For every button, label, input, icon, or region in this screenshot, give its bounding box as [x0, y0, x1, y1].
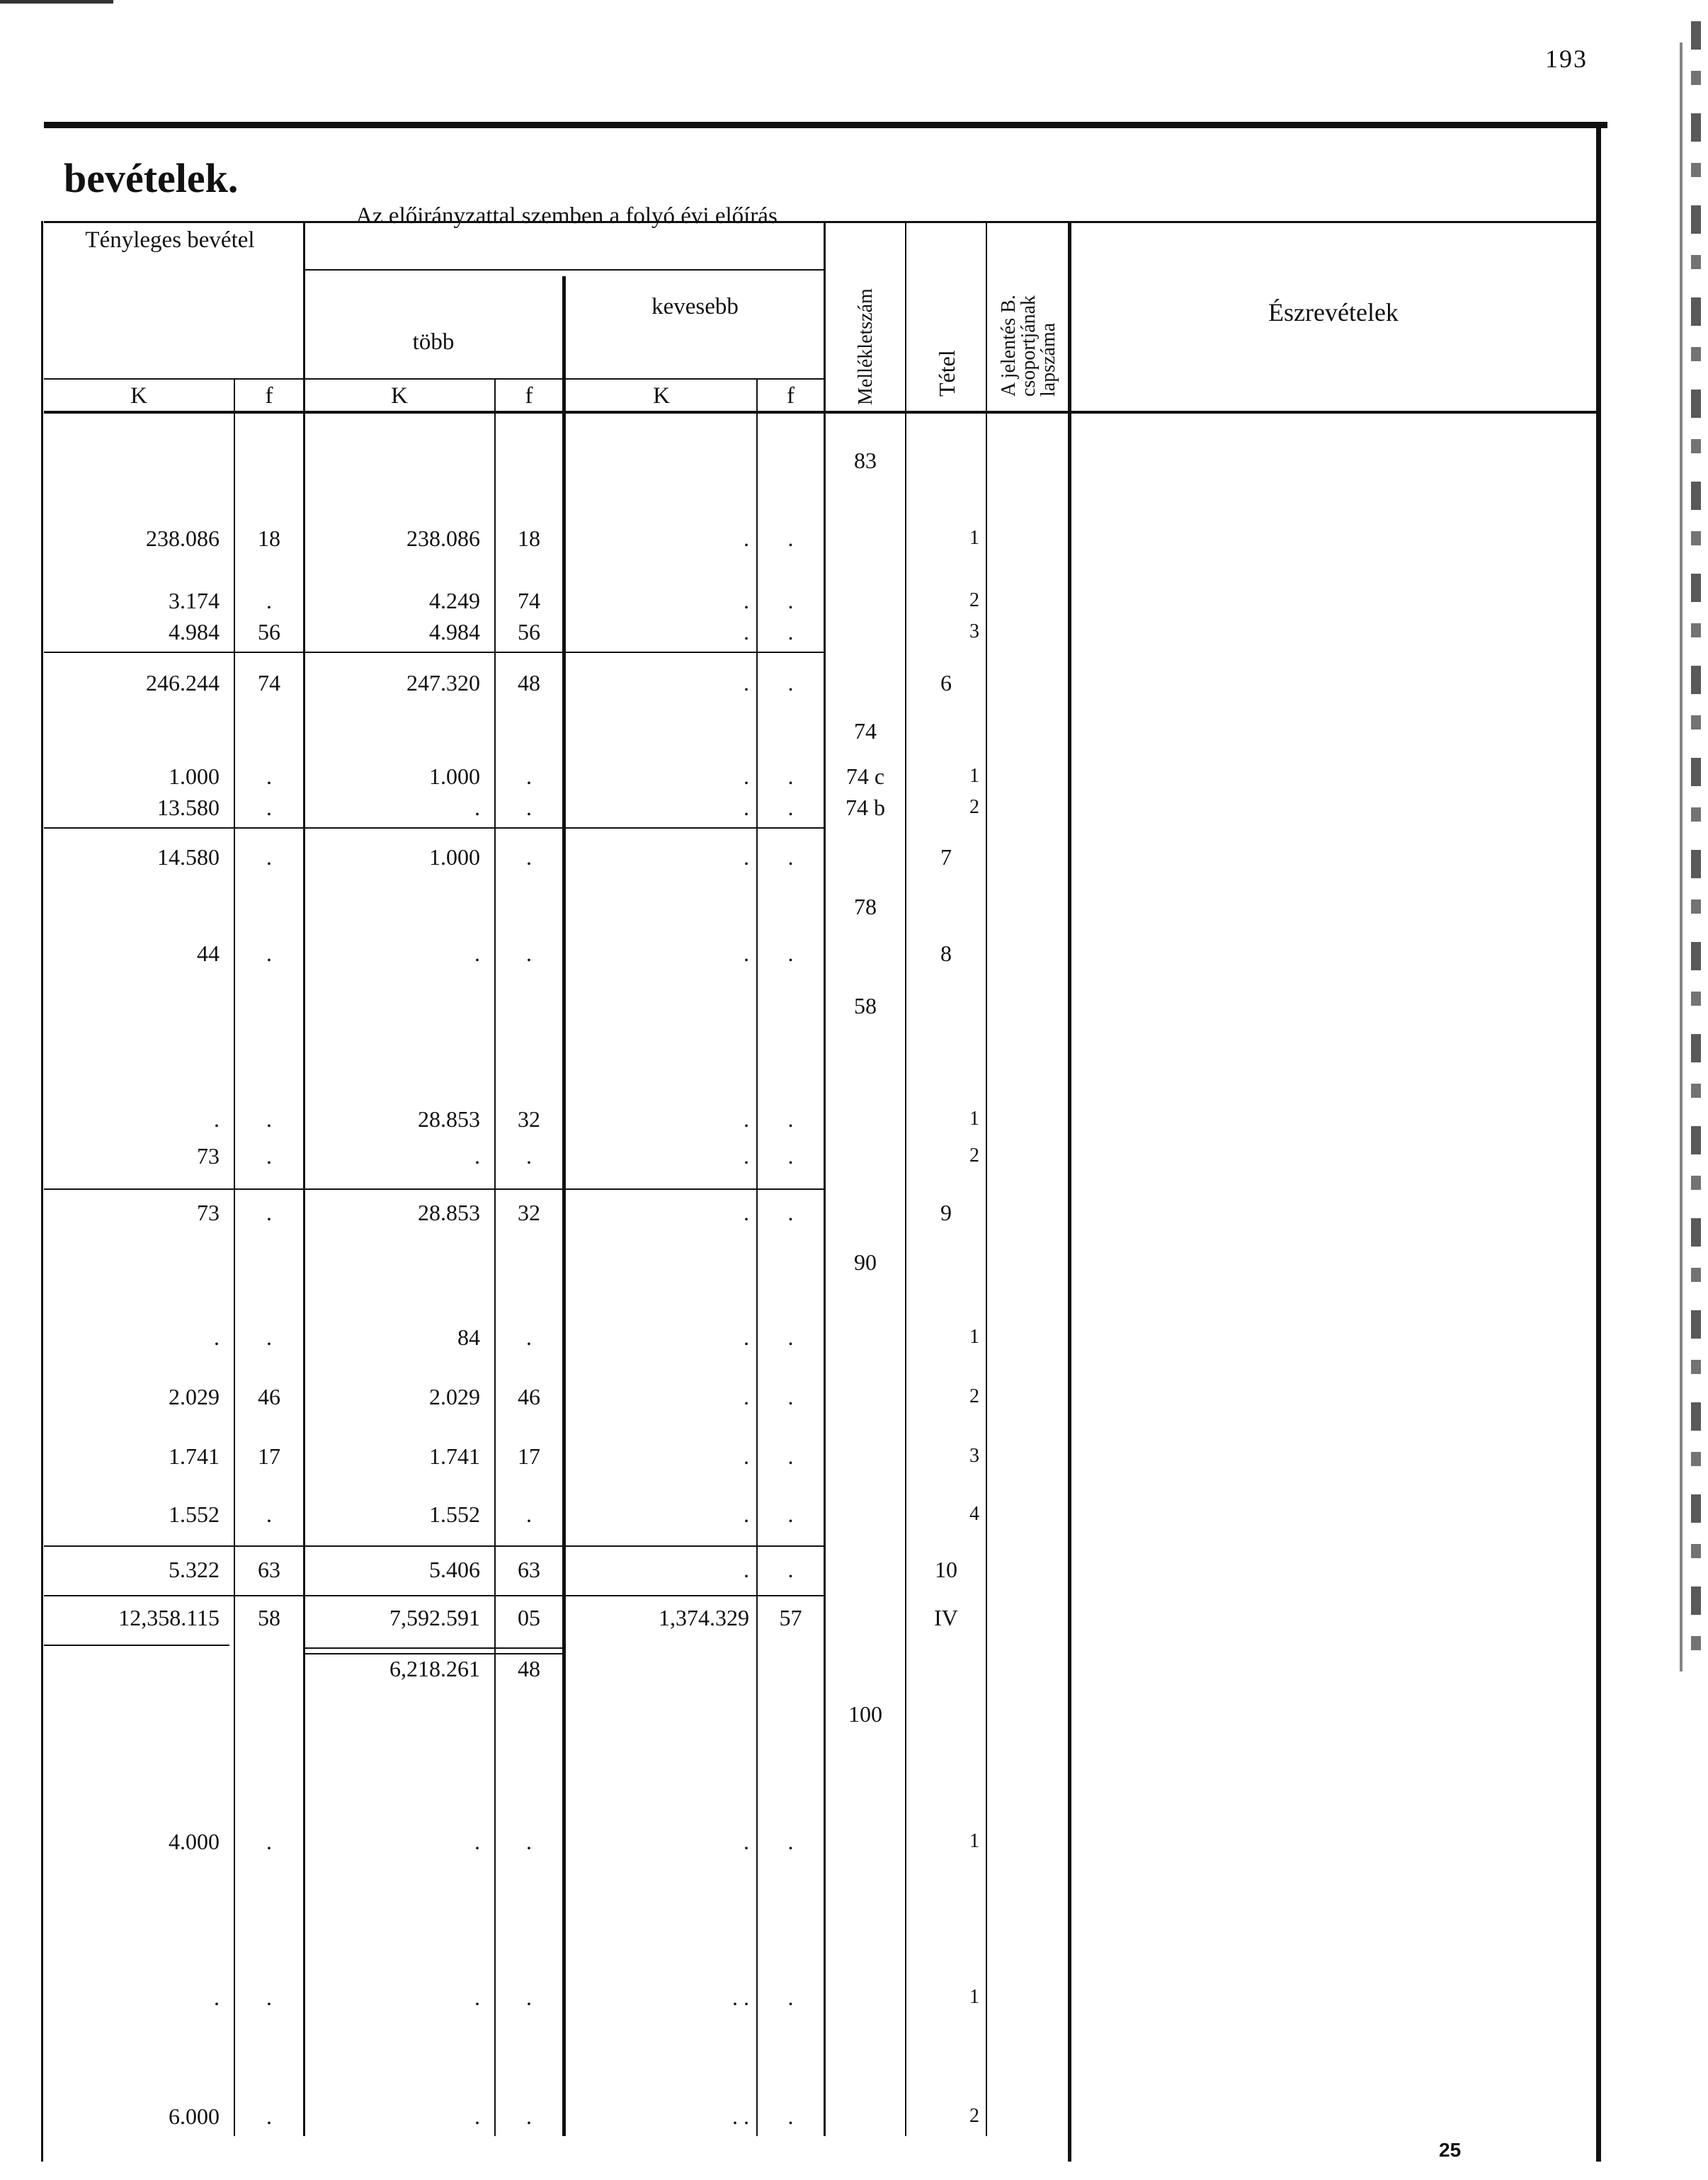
left-border [41, 221, 43, 2162]
cell-actual-f: . [266, 1143, 272, 1169]
hdr-more: több [412, 329, 455, 355]
cell-less-k: . [744, 1143, 749, 1169]
cell-less-f: . [787, 1106, 794, 1132]
cell-more-k: 6,218.261 [389, 1656, 480, 1681]
sep-less-mellek [824, 221, 826, 2136]
scan-mark-top [0, 0, 113, 4]
cell-more-f: 32 [518, 1106, 540, 1132]
hdr-notes: Észrevételek [1268, 298, 1399, 327]
hdr-more-f: f [525, 383, 533, 409]
cell-more-f: . [526, 2104, 532, 2129]
cell-tetel-sub: 1 [969, 1986, 979, 2008]
scan-edge-right-thin [1680, 42, 1683, 1671]
sep-more-less [562, 276, 566, 2136]
cell-more-k: . [474, 795, 480, 820]
cell-mellek: 83 [854, 448, 877, 473]
cell-less-f: . [787, 1143, 794, 1169]
hdr-actual-f: f [265, 383, 273, 409]
hdr-jelentes-1: A jelentés B. [998, 295, 1020, 397]
page-number: 193 [1545, 45, 1588, 73]
cell-actual-k: 14.580 [157, 844, 220, 870]
hdr-less: kevesebb [651, 294, 739, 319]
cell-less-k: . . [732, 2104, 749, 2129]
cell-more-f: . [526, 1324, 532, 1350]
cell-actual-f: . [266, 763, 272, 789]
cell-less-k: . . [732, 1985, 749, 2010]
cell-more-k: 28.853 [418, 1106, 480, 1132]
cell-actual-k: 12,358.115 [118, 1605, 220, 1630]
cell-tetel-sub: 1 [969, 1108, 979, 1130]
cell-mellek: 90 [854, 1249, 877, 1275]
cell-actual-k: 44 [197, 941, 220, 966]
cell-tetel-sub: 1 [969, 527, 979, 549]
cell-less-f: . [787, 1200, 794, 1225]
cell-more-k: . [474, 1143, 480, 1169]
cell-less-f: . [787, 1324, 794, 1350]
cell-more-k: 4.984 [429, 619, 480, 645]
cell-actual-k: 238.086 [146, 526, 220, 551]
cell-more-f: 56 [518, 619, 540, 645]
cell-less-f: . [787, 1557, 794, 1582]
cell-less-k: . [744, 1557, 749, 1582]
cell-less-k: . [744, 1384, 749, 1409]
hdr-less-k: K [653, 383, 670, 409]
cell-actual-f: 74 [258, 670, 280, 696]
cell-actual-f: . [266, 1200, 272, 1225]
cell-mellek: 74 b [846, 795, 885, 820]
rule-sum-7 [44, 827, 824, 829]
cell-less-k: . [744, 1829, 749, 1854]
cell-less-f: . [787, 1829, 794, 1854]
cell-less-f: . [787, 941, 794, 966]
cell-actual-k: 5.322 [169, 1557, 220, 1582]
cell-actual-f: . [266, 1829, 272, 1854]
hdr-compare: Az előirányzattal szemben a folyó évi előírás [355, 203, 778, 229]
cell-less-f: . [787, 619, 794, 645]
hdr-mellekletszam: Mellékletszám [855, 288, 877, 405]
cell-tetel: 7 [940, 844, 952, 870]
cell-less-f: . [787, 2104, 794, 2129]
cell-tetel-sub: 1 [969, 1326, 979, 1348]
cell-actual-f: 46 [258, 1384, 280, 1409]
cell-more-k: 4.249 [429, 588, 480, 613]
cell-more-k: 28.853 [418, 1200, 480, 1225]
cell-more-k: 84 [457, 1324, 480, 1350]
cell-actual-f: 56 [258, 619, 280, 645]
cell-less-f: . [787, 588, 794, 613]
cell-tetel-sub: 1 [969, 765, 979, 787]
hdr-actual-k: K [130, 383, 147, 409]
cell-mellek: 74 [854, 718, 877, 744]
cell-more-f: . [526, 1501, 532, 1527]
cell-more-f: 48 [518, 1656, 540, 1681]
cell-tetel: 10 [935, 1557, 957, 1582]
cell-actual-f: . [266, 844, 272, 870]
cell-less-f: . [787, 1443, 794, 1469]
cell-more-f: . [526, 1985, 532, 2010]
cell-actual-k: 246.244 [146, 670, 220, 696]
cell-more-f: 17 [518, 1443, 540, 1469]
cell-less-f: . [787, 526, 794, 551]
cell-actual-k: . [214, 1324, 220, 1350]
cell-more-f: . [526, 1143, 532, 1169]
cell-tetel-sub: 4 [969, 1503, 979, 1525]
cell-more-f: 63 [518, 1557, 540, 1582]
cell-more-k: 1.000 [429, 844, 480, 870]
hdr-less-f: f [787, 383, 795, 409]
cell-actual-k: 73 [197, 1200, 220, 1225]
cell-less-k: . [744, 941, 749, 966]
cell-actual-k: . [214, 1985, 220, 2010]
cell-tetel-sub: 2 [969, 2105, 979, 2127]
cell-actual-f: . [266, 2104, 272, 2129]
cell-actual-k: 3.174 [169, 588, 220, 613]
header-bottom-rule [44, 411, 1596, 414]
cell-less-k: . [744, 1501, 749, 1527]
cell-more-f: 18 [518, 526, 540, 551]
cell-tetel: 6 [940, 670, 952, 696]
cell-more-k: . [474, 1985, 480, 2010]
cell-actual-k: . [214, 1106, 220, 1132]
cell-tetel-sub: 2 [969, 796, 979, 818]
cell-actual-k: 13.580 [157, 795, 220, 820]
hdr-rule-compare [304, 269, 824, 271]
cell-mellek: 100 [848, 1701, 882, 1727]
cell-more-f: 32 [518, 1200, 540, 1225]
cell-tetel-sub: 2 [969, 1145, 979, 1166]
cell-less-k: . [744, 619, 749, 645]
hdr-more-k: K [391, 383, 408, 409]
scan-edge-right [1691, 21, 1701, 1671]
cell-more-f: . [526, 844, 532, 870]
cell-more-f: 46 [518, 1384, 540, 1409]
cell-actual-f: 18 [258, 526, 280, 551]
cell-more-k: 7,592.591 [389, 1605, 480, 1630]
cell-less-f: . [787, 795, 794, 820]
cell-less-f: . [787, 670, 794, 696]
cell-tetel: 9 [940, 1200, 952, 1225]
cell-actual-k: 1.741 [169, 1443, 220, 1469]
cell-mellek: 58 [854, 993, 877, 1018]
cell-actual-f: 63 [258, 1557, 280, 1582]
cell-tetel-sub: 2 [969, 589, 979, 611]
hdr-rule-kf [44, 378, 824, 380]
cell-actual-f: . [266, 1106, 272, 1132]
cell-more-f: 48 [518, 670, 540, 696]
cell-more-k: 1.000 [429, 763, 480, 789]
cell-actual-f: . [266, 1501, 272, 1527]
cell-tetel: IV [934, 1605, 958, 1630]
cell-mellek: 74 c [846, 763, 885, 789]
cell-less-f: . [787, 1501, 794, 1527]
cell-more-k: 2.029 [429, 1384, 480, 1409]
cell-more-k: 238.086 [406, 526, 480, 551]
cell-less-f: 57 [779, 1605, 802, 1630]
cell-less-k: . [744, 1443, 749, 1469]
cell-tetel-sub: 2 [969, 1385, 979, 1407]
rule-total [44, 1645, 229, 1646]
rule-sum-6 [44, 652, 824, 653]
cell-more-f: . [526, 1829, 532, 1854]
cell-more-k: . [474, 1829, 480, 1854]
hdr-jelentes-2: csoportjának [1018, 295, 1040, 397]
cell-more-f: . [526, 941, 532, 966]
rule-sum-9 [44, 1188, 824, 1190]
cell-actual-k: 4.000 [169, 1829, 220, 1854]
rule-sum-10 [44, 1545, 824, 1547]
cell-actual-f: 17 [258, 1443, 280, 1469]
cell-tetel: 8 [940, 941, 952, 966]
cell-less-f: . [787, 1384, 794, 1409]
cell-less-k: 1,374.329 [659, 1605, 749, 1630]
cell-more-k: . [474, 2104, 480, 2129]
cell-less-f: . [787, 844, 794, 870]
cell-actual-f: 58 [258, 1605, 280, 1630]
cell-less-k: . [744, 588, 749, 613]
cell-actual-k: 6.000 [169, 2104, 220, 2129]
cell-more-f: 74 [518, 588, 540, 613]
cell-more-k: 1.741 [429, 1443, 480, 1469]
page-heading: bevételek. [64, 155, 239, 201]
cell-more-k: 247.320 [406, 670, 480, 696]
top-rule [44, 122, 1607, 128]
cell-actual-k: 2.029 [169, 1384, 220, 1409]
cell-more-k: 1.552 [429, 1501, 480, 1527]
cell-mellek: 78 [854, 894, 877, 919]
footer-number: 25 [1439, 2139, 1462, 2161]
cell-tetel-sub: 3 [969, 1445, 979, 1467]
cell-actual-k: 1.552 [169, 1501, 220, 1527]
cell-actual-k: 1.000 [169, 763, 220, 789]
cell-actual-f: . [266, 1324, 272, 1350]
cell-tetel-sub: 1 [969, 1830, 979, 1852]
cell-less-k: . [744, 1106, 749, 1132]
cell-more-k: . [474, 941, 480, 966]
cell-less-k: . [744, 795, 749, 820]
right-border [1596, 122, 1601, 2162]
cell-actual-k: 4.984 [169, 619, 220, 645]
hdr-actual-revenue: Tényleges bevétel [85, 227, 255, 253]
cell-less-k: . [744, 763, 749, 789]
cell-actual-f: . [266, 795, 272, 820]
cell-actual-f: . [266, 941, 272, 966]
sep-mellek-tetel [905, 221, 906, 2136]
cell-more-f: . [526, 795, 532, 820]
hdr-tetel: Tétel [934, 350, 960, 397]
cell-less-k: . [744, 1200, 749, 1225]
cell-actual-f: . [266, 588, 272, 613]
cell-less-k: . [744, 670, 749, 696]
cell-actual-f: . [266, 1985, 272, 2010]
cell-less-k: . [744, 1324, 749, 1350]
rule-sum-iv [44, 1595, 824, 1596]
cell-less-k: . [744, 844, 749, 870]
cell-less-k: . [744, 526, 749, 551]
sep-jelentes-notes [1068, 221, 1071, 2162]
cell-less-f: . [787, 1985, 794, 2010]
header-top-rule [44, 221, 1596, 223]
cell-more-f: . [526, 763, 532, 789]
hdr-jelentes-3: lapszáma [1037, 322, 1059, 397]
cell-less-f: . [787, 763, 794, 789]
cell-actual-k: 73 [197, 1143, 220, 1169]
cell-more-f: 05 [518, 1605, 540, 1630]
rule-diff-1 [304, 1647, 562, 1649]
cell-tetel-sub: 3 [969, 620, 979, 642]
cell-more-k: 5.406 [429, 1557, 480, 1582]
